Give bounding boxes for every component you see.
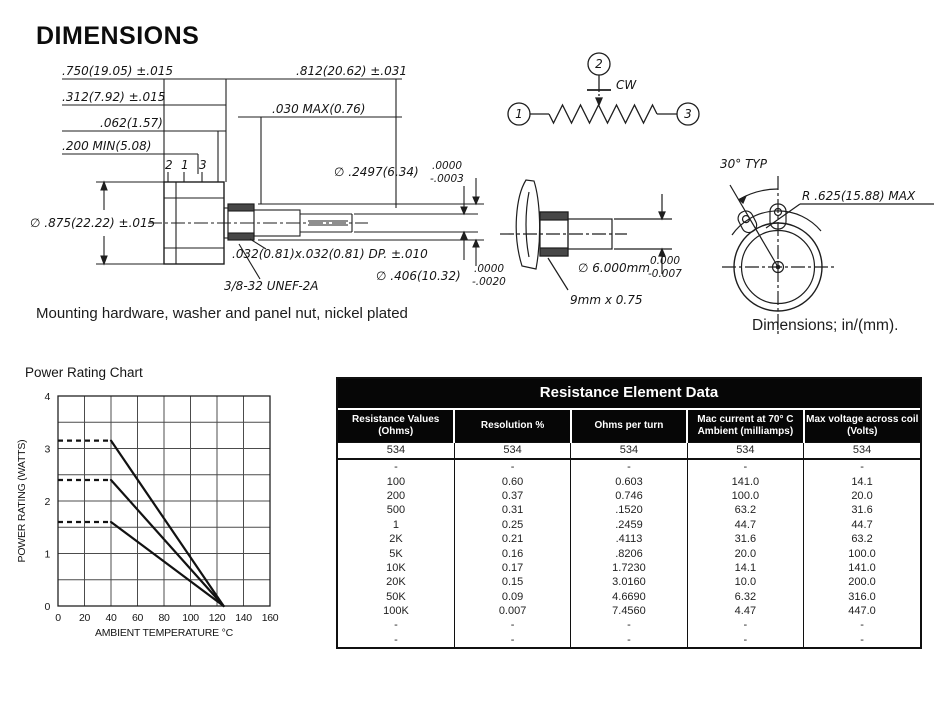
- table-cell: 1: [392, 518, 399, 531]
- dim-label-terminal: .200 MIN(5.08): [62, 139, 152, 153]
- side-view-drawing: [28, 58, 506, 323]
- cw-label: CW: [616, 78, 637, 92]
- table-cell: -: [394, 633, 398, 646]
- column-header: Resistance Values (Ohms): [338, 410, 454, 443]
- table-cell: -: [394, 461, 398, 474]
- table-cell: .8206: [571, 546, 687, 560]
- table-cell: 316.0: [804, 590, 920, 604]
- dim-label-step: .062(1.57): [100, 116, 163, 130]
- dim-label-washer: .030 MAX(0.76): [272, 102, 366, 116]
- x-tick-label: 40: [105, 612, 117, 624]
- table-cell: -: [454, 633, 570, 647]
- shaft-dia-tol-lower: -.0003: [430, 173, 464, 185]
- x-tick-label: 60: [131, 612, 144, 624]
- table-row: [338, 575, 920, 589]
- dim-label-shaft-length: .812(20.62) ±.031: [296, 64, 408, 78]
- table-title: Resistance Element Data: [338, 379, 920, 410]
- table-cell: 534: [571, 443, 687, 460]
- table-cell: 200.0: [804, 575, 920, 589]
- table-cell: 0.60: [454, 474, 570, 488]
- mounting-note: Mounting hardware, washer and panel nut, nickel plated: [36, 305, 408, 322]
- metric-thread-label: 9mm x 0.75: [570, 293, 643, 307]
- table-cell: -: [687, 459, 803, 474]
- table-cell: 534: [687, 443, 803, 460]
- table-cell: 14.1: [687, 561, 803, 575]
- table-cell: 534: [804, 443, 920, 460]
- table-cell: .2459: [571, 518, 687, 532]
- units-note: Dimensions; in/(mm).: [752, 317, 899, 334]
- x-tick-label: 100: [182, 612, 199, 624]
- y-tick-label: 4: [44, 391, 50, 403]
- table-cell: 2K: [389, 533, 403, 546]
- table-cell: 0.15: [454, 575, 570, 589]
- table-cell: 200: [386, 489, 406, 502]
- table-cell: 50K: [386, 590, 406, 603]
- terminal-1-label: 1: [181, 158, 189, 172]
- table-cell: 63.2: [804, 532, 920, 546]
- table-cell: 0.746: [571, 489, 687, 503]
- x-tick-label: 120: [208, 612, 226, 624]
- x-tick-label: 0: [55, 612, 61, 624]
- table-cell: -: [687, 618, 803, 632]
- table-row: [338, 604, 920, 618]
- power-chart-title: Power Rating Chart: [25, 365, 143, 380]
- table-cell: 447.0: [804, 604, 920, 618]
- dim-label-bushing-length: .312(7.92) ±.015: [62, 90, 166, 104]
- angle-label: 30° TYP: [720, 157, 767, 171]
- table-subheader-row: [338, 443, 920, 460]
- table-cell: -: [454, 459, 570, 474]
- x-tick-label: 140: [235, 612, 252, 624]
- dim-label-depth: .750(19.05) ±.015: [62, 64, 174, 78]
- table-row: [338, 590, 920, 604]
- bushing-dia-tol-lower: -.0020: [472, 276, 506, 288]
- column-header: Max voltage across coil (Volts): [804, 410, 920, 443]
- table-cell: 63.2: [687, 503, 803, 517]
- table-cell: 1.7230: [571, 561, 687, 575]
- table-cell: 0.21: [454, 532, 570, 546]
- table-body: [338, 443, 920, 648]
- table-cell: 5K: [389, 547, 403, 560]
- shaft-dia-tol-upper: .0000: [432, 160, 463, 172]
- table-cell: 10.0: [687, 575, 803, 589]
- table-cell: 10K: [386, 561, 406, 574]
- table-cell: 20.0: [687, 546, 803, 560]
- column-header: Ohms per turn: [571, 410, 687, 443]
- table-cell: 20.0: [804, 489, 920, 503]
- derating-line: [111, 480, 224, 606]
- rear-view-drawing: [702, 146, 942, 341]
- table-cell: 31.6: [804, 503, 920, 517]
- table-cell: 534: [454, 443, 570, 460]
- dim-label-metric-dia: ∅ 6.000mm: [578, 261, 650, 275]
- table-cell: 100.0: [804, 546, 920, 560]
- dim-label-slot: .032(0.81)x.032(0.81) DP. ±.010: [232, 247, 428, 261]
- y-tick-label: 0: [44, 601, 50, 613]
- dim-label-shaft-dia: ∅ .2497(6.34): [334, 165, 419, 179]
- table-cell: -: [454, 618, 570, 632]
- table-cell: 44.7: [804, 518, 920, 532]
- table-row: [338, 618, 920, 632]
- derating-line: [111, 441, 224, 606]
- resistance-table: [336, 377, 922, 649]
- table-cell: 14.1: [804, 474, 920, 488]
- y-tick-label: 2: [44, 496, 50, 508]
- table-cell: -: [687, 633, 803, 647]
- table-cell: -: [394, 619, 398, 632]
- bushing-dia-tol-upper: .0000: [474, 263, 505, 275]
- table-cell: .1520: [571, 503, 687, 517]
- schematic-terminal-2: 2: [595, 57, 603, 71]
- column-header: Mac current at 70° C Ambient (milliamps): [687, 410, 803, 443]
- table-cell: 7.4560: [571, 604, 687, 618]
- table-row: [338, 532, 920, 546]
- shaft-detail-drawing: [492, 162, 707, 312]
- table-row: [338, 503, 920, 517]
- x-axis-title: AMBIENT TEMPERATURE °C: [94, 627, 234, 639]
- table-cell: 20K: [386, 576, 406, 589]
- table-cell: 0.603: [571, 474, 687, 488]
- y-tick-label: 1: [44, 548, 50, 561]
- table-row: [338, 633, 920, 647]
- table-cell: 0.25: [454, 518, 570, 532]
- table-cell: -: [571, 618, 687, 632]
- table-cell: -: [804, 618, 920, 632]
- table-cell: 141.0: [687, 474, 803, 488]
- dim-label-bushing-dia: ∅ .406(10.32): [376, 269, 461, 283]
- table-cell: 0.007: [454, 604, 570, 618]
- table-cell: 100: [386, 475, 406, 488]
- table-cell: -: [804, 459, 920, 474]
- dim-label-body-dia: ∅ .875(22.22) ±.015: [30, 216, 156, 230]
- table-cell: 534: [338, 443, 454, 460]
- table-row: [338, 518, 920, 532]
- terminal-2-label: 2: [165, 158, 173, 172]
- table-row: [338, 474, 920, 488]
- table-cell: .4113: [571, 532, 687, 546]
- column-header: Resolution %: [454, 410, 570, 443]
- table-cell: 0.31: [454, 503, 570, 517]
- table-cell: 0.17: [454, 561, 570, 575]
- schematic-terminal-1: 1: [515, 107, 523, 121]
- table-cell: 6.32: [687, 590, 803, 604]
- table-cell: 4.47: [687, 604, 803, 618]
- table-cell: -: [571, 633, 687, 647]
- radius-label: R .625(15.88) MAX: [802, 189, 916, 203]
- table-cell: -: [571, 459, 687, 474]
- page-title: DIMENSIONS: [36, 22, 200, 50]
- table-cell: 31.6: [687, 532, 803, 546]
- x-tick-label: 80: [158, 612, 170, 624]
- table-cell: 141.0: [804, 561, 920, 575]
- table-cell: 44.7: [687, 518, 803, 532]
- table-row: [338, 459, 920, 474]
- table-cell: -: [804, 633, 920, 647]
- schematic-terminal-3: 3: [684, 107, 692, 121]
- table-cell: 0.37: [454, 489, 570, 503]
- table-row: [338, 561, 920, 575]
- power-chart: [14, 382, 304, 654]
- table-cell: 0.16: [454, 546, 570, 560]
- table-cell: 3.0160: [571, 575, 687, 589]
- table-row: [338, 546, 920, 560]
- table-cell: 100K: [383, 605, 409, 618]
- x-tick-label: 20: [78, 612, 91, 624]
- schematic-drawing: [505, 42, 705, 142]
- metric-dia-tol-upper: 0.000: [650, 255, 681, 267]
- table-row: [338, 489, 920, 503]
- table-cell: 0.09: [454, 590, 570, 604]
- y-tick-label: 3: [44, 443, 50, 456]
- thread-label: 3/8-32 UNEF-2A: [224, 279, 319, 293]
- table-cell: 100.0: [687, 489, 803, 503]
- table-cell: 4.6690: [571, 590, 687, 604]
- terminal-3-label: 3: [199, 158, 207, 172]
- table-cell: 500: [386, 504, 406, 517]
- y-axis-title: POWER RATING (WATTS): [16, 439, 28, 563]
- metric-dia-tol-lower: -0.007: [648, 268, 682, 280]
- derating-line: [111, 522, 224, 606]
- x-tick-label: 160: [261, 612, 279, 624]
- table-header-row: [338, 410, 920, 443]
